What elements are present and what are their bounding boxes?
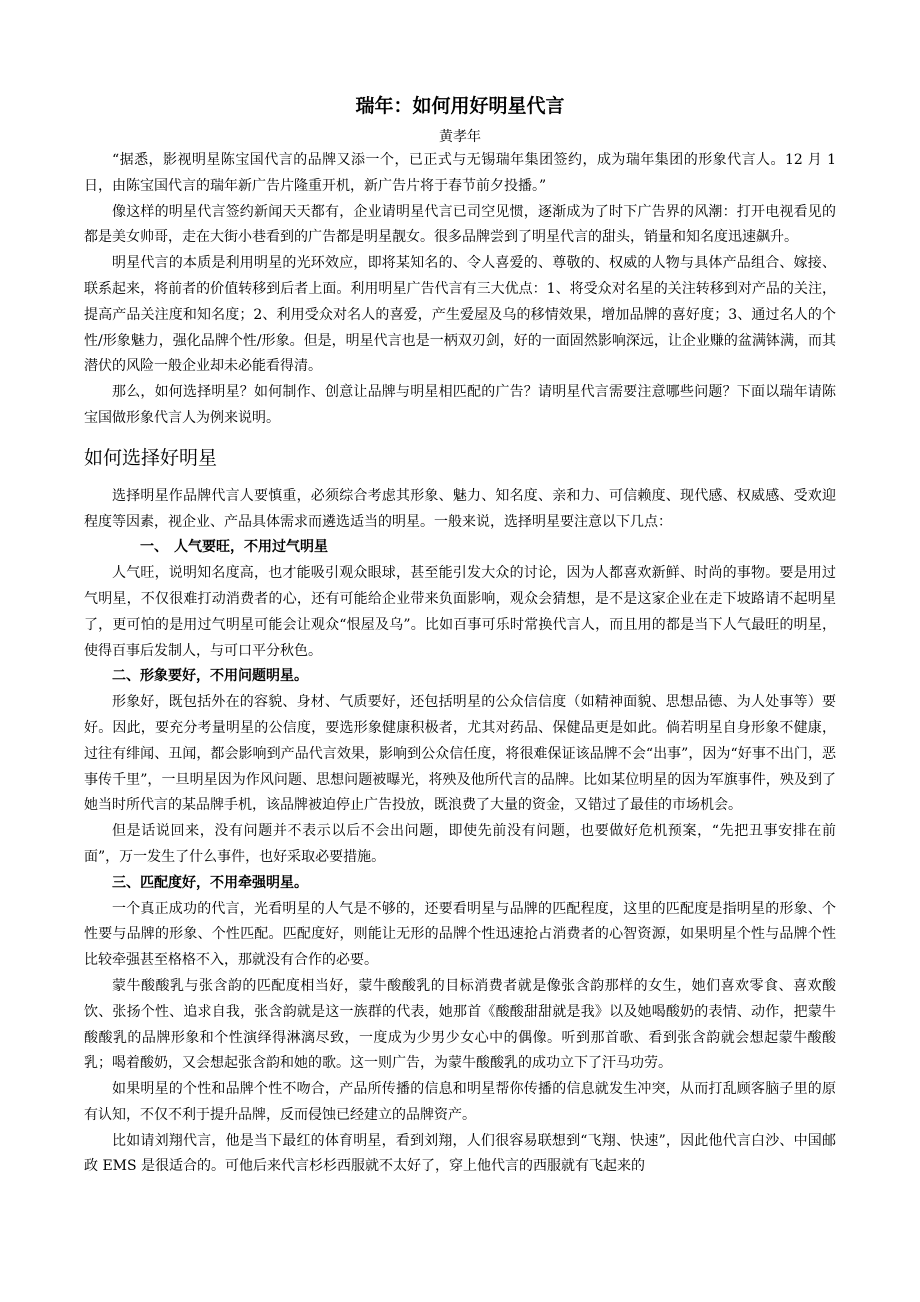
point-1-number: 一、 bbox=[140, 539, 168, 556]
point-1-paragraph-1: 人气旺，说明知名度高，也才能吸引观众眼球，甚至能引发大众的讨论，因为人都喜欢新鲜、时尚的事物。要是用过气明星，不仅很难打动消费者的心，还有可能给企业带来负面影响，观众会猜想，是不是这家企业在走下坡路请不起明星了，更可怕的是用过气明星可能会让观众“恨屋及乌”。比如百事可乐时常换代言人，而且用的都是当下人气最旺的明星，使得百事后发制人，与可口平分秋色。 bbox=[84, 565, 836, 659]
point-1-title: 人气要旺，不用过气明星 bbox=[174, 539, 328, 556]
document-title: 瑞年：如何用好明星代言 bbox=[355, 95, 565, 117]
section-intro-paragraph: 选择明星作品牌代言人要慎重，必须综合考虑其形象、魅力、知名度、亲和力、可信赖度、现代感、权威感、受欢迎程度等因素，视企业、产品具体需求而遴选适当的明星。一般来说，选择明星要注意以下几点： bbox=[84, 487, 836, 530]
document-author: 黄孝年 bbox=[439, 129, 481, 145]
intro-paragraph-2: 像这样的明星代言签约新闻天天都有，企业请明星代言已司空见惯，逐渐成为了时下广告界的风潮：打开电视看见的都是美女帅哥，走在大街小巷看到的广告都是明星靓女。很多品牌尝到了明星代言的甜头，销量和知名度迅速飙升。 bbox=[84, 203, 836, 246]
point-3-heading: 三、匹配度好，不用牵强明星。 bbox=[112, 874, 308, 891]
intro-paragraph-1: “据悉，影视明星陈宝国代言的品牌又添一个，已正式与无锡瑞年集团签约，成为瑞年集团的形象代言人。12 月 1 日，由陈宝国代言的瑞年新广告片隆重开机，新广告片将于春节前夕投播。” bbox=[84, 152, 836, 194]
point-1-heading bbox=[84, 535, 836, 561]
point-3-paragraph-2: 蒙牛酸酸乳与张含韵的匹配度相当好，蒙牛酸酸乳的目标消费者就是像张含韵那样的女生，她们喜欢零食、喜欢酸饮、张扬个性、追求自我，张含韵就是这一族群的代表，她那首《酸酸甜甜就是我》以及她喝酸奶的表情、动作，把蒙牛酸酸乳的品牌形象和个性演绎得淋漓尽致，一度成为少男少女心中的偶像。听到那首歌、看到张含韵就会想起蒙牛酸酸乳；喝着酸奶，又会想起张含韵和她的歌。这一则广告，为蒙牛酸酸乳的成功立下了汗马功劳。 bbox=[84, 977, 836, 1072]
point-3-paragraph-4: 比如请刘翔代言，他是当下最红的体育明星，看到刘翔，人们很容易联想到“飞翔、快速”，因此他代言白沙、中国邮政 EMS 是很适合的。可他后来代言杉杉西服就不太好了，穿上他代言的西服就有飞起来的 bbox=[84, 1132, 836, 1175]
intro-paragraph-4: 那么，如何选择明星？如何制作、创意让品牌与明星相匹配的广告？请明星代言需要注意哪些问题？下面以瑞年请陈宝国做形象代言人为例来说明。 bbox=[84, 384, 836, 426]
point-2-paragraph-2: 但是话说回来，没有问题并不表示以后不会出问题，即使先前没有问题，也要做好危机预案，“先把丑事安排在前面”，万一发生了什么事件，也好采取必要措施。 bbox=[84, 823, 836, 865]
intro-paragraph-3: 明星代言的本质是利用明星的光环效应，即将某知名的、令人喜爱的、尊敬的、权威的人物与具体产品组合、嫁接、联系起来，将前者的价值转移到后者上面。利用明星广告代言有三大优点：1、将受众对名星的关注转移到对产品的关注，提高产品关注度和知名度；2、利用受众对名人的喜爱，产生爱屋及乌的移情效果，增加品牌的喜好度；3、通过名人的个性/形象魅力，强化品牌个性/形象。但是，明星代言也是一柄双刃剑，好的一面固然影响深远，让企业赚的盆满钵满，而其潜伏的风险一般企业却未必能看得清。 bbox=[84, 255, 836, 375]
point-2-heading: 二、形象要好，不用问题明星。 bbox=[112, 668, 308, 685]
point-2-paragraph-1: 形象好，既包括外在的容貌、身材、气质要好，还包括明星的公众信信度（如精神面貌、思想品德、为人处事等）要好。因此，要充分考量明星的公信度，要选形象健康积极者，尤其对药品、保健品更是如此。倘若明星自身形象不健康，过往有绯闻、丑闻，都会影响到产品代言效果，影响到公众信任度，将很难保证该品牌不会“出事”，因为“好事不出门，恶事传千里”，一旦明星因为作风问题、思想问题被曝光，将殃及他所代言的品牌。比如某位明星的因为军旗事件，殃及到了她当时所代言的某品牌手机，该品牌被迫停止广告投放，既浪费了大量的资金，又错过了最佳的市场机会。 bbox=[84, 694, 836, 814]
point-3-paragraph-3: 如果明星的个性和品牌个性不吻合，产品所传播的信息和明星帮你传播的信息就发生冲突，从而打乱顾客脑子里的原有认知，不仅不利于提升品牌，反而侵蚀已经建立的品牌资产。 bbox=[84, 1081, 836, 1123]
section-heading: 如何选择好明星 bbox=[84, 446, 218, 469]
point-3-paragraph-1: 一个真正成功的代言，光看明星的人气是不够的，还要看明星与品牌的匹配程度，这里的匹配度是指明星的形象、个性要与品牌的形象、个性匹配。匹配度好，则能让无形的品牌个性迅速抢占消费者的心智资源，如果明星个性与品牌个性比较牵强甚至格格不入，那就没有合作的必要。 bbox=[84, 900, 836, 969]
document-page bbox=[84, 92, 836, 1180]
